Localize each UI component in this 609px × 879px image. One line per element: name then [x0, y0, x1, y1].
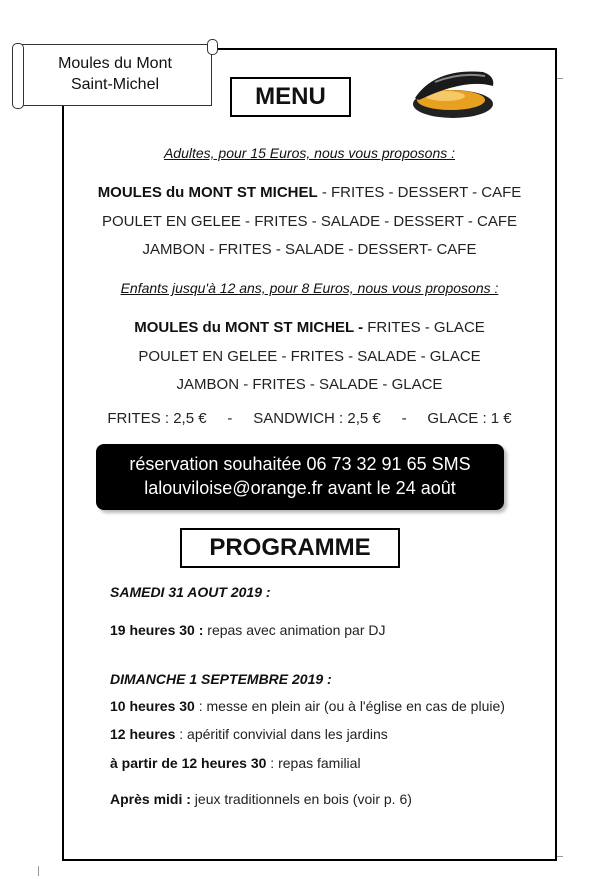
saturday-heading: SAMEDI 31 AOUT 2019 :: [110, 584, 271, 600]
sunday-item-bold: 10 heures 30: [110, 698, 195, 714]
reservation-line-1: réservation souhaitée 06 73 32 91 65 SMS: [129, 454, 471, 474]
mussel-icon: [405, 60, 500, 130]
sunday-item: [110, 726, 388, 742]
children-line-1: [62, 319, 557, 336]
sunday-item: [110, 755, 361, 771]
sunday-item: [110, 791, 412, 807]
menu-title: MENU: [230, 77, 351, 117]
programme-title: PROGRAMME: [180, 528, 400, 568]
adults-line-1: [62, 184, 557, 201]
reservation-line-2: lalouviloise@orange.fr avant le 24 août: [144, 478, 456, 498]
adults-line-1-bold: MOULES du MONT ST MICHEL: [97, 184, 318, 201]
sunday-item-rest: : messe en plein air (ou à l'église en cas de pluie): [194, 698, 505, 714]
crop-mark: [557, 78, 563, 79]
children-line-1-rest: FRITES - GLACE: [363, 319, 485, 336]
saturday-item: [110, 622, 385, 638]
scroll-curl-left: [12, 43, 24, 109]
sunday-item-bold: 12 heures: [110, 726, 176, 742]
title-scroll-banner: [18, 44, 212, 106]
saturday-item-bold: 19 heures 30 :: [110, 622, 204, 638]
extras-prices: FRITES : 2,5 € - SANDWICH : 2,5 € - GLACE : 1 €: [107, 410, 512, 427]
sunday-item-rest: : apéritif convivial dans les jardins: [175, 726, 388, 742]
children-heading: Enfants jusqu'à 12 ans, pour 8 Euros, nous vous proposons :: [120, 280, 499, 296]
sunday-item-rest: : repas familial: [266, 755, 361, 771]
adults-line-1-rest: - FRITES - DESSERT - CAFE: [317, 184, 522, 201]
scroll-curl-right: [207, 39, 218, 55]
sunday-heading: DIMANCHE 1 SEPTEMBRE 2019 :: [110, 671, 332, 687]
saturday-item-rest: repas avec animation par DJ: [203, 622, 386, 638]
children-line-3: JAMBON - FRITES - SALADE - GLACE: [176, 376, 443, 393]
sunday-item-bold: Après midi :: [110, 791, 191, 807]
adults-line-3: JAMBON - FRITES - SALADE - DESSERT- CAFE: [142, 241, 477, 258]
children-line-2: POULET EN GELEE - FRITES - SALADE - GLACE: [138, 348, 481, 365]
scroll-line-2: Saint-Michel: [70, 76, 160, 93]
scroll-line-1: Moules du Mont: [58, 55, 172, 72]
sunday-item-rest: jeux traditionnels en bois (voir p. 6): [190, 791, 412, 807]
children-line-1-bold: MOULES du MONT ST MICHEL -: [134, 319, 364, 336]
sunday-item-bold: à partir de 12 heures 30: [110, 755, 267, 771]
sunday-item: [110, 698, 505, 714]
adults-line-2: POULET EN GELEE - FRITES - SALADE - DESSERT - CAFE: [101, 213, 518, 230]
reservation-banner: [96, 444, 504, 510]
crop-mark: [557, 856, 563, 857]
crop-mark: [38, 866, 39, 876]
adults-heading: Adultes, pour 15 Euros, nous vous proposons :: [163, 145, 456, 161]
